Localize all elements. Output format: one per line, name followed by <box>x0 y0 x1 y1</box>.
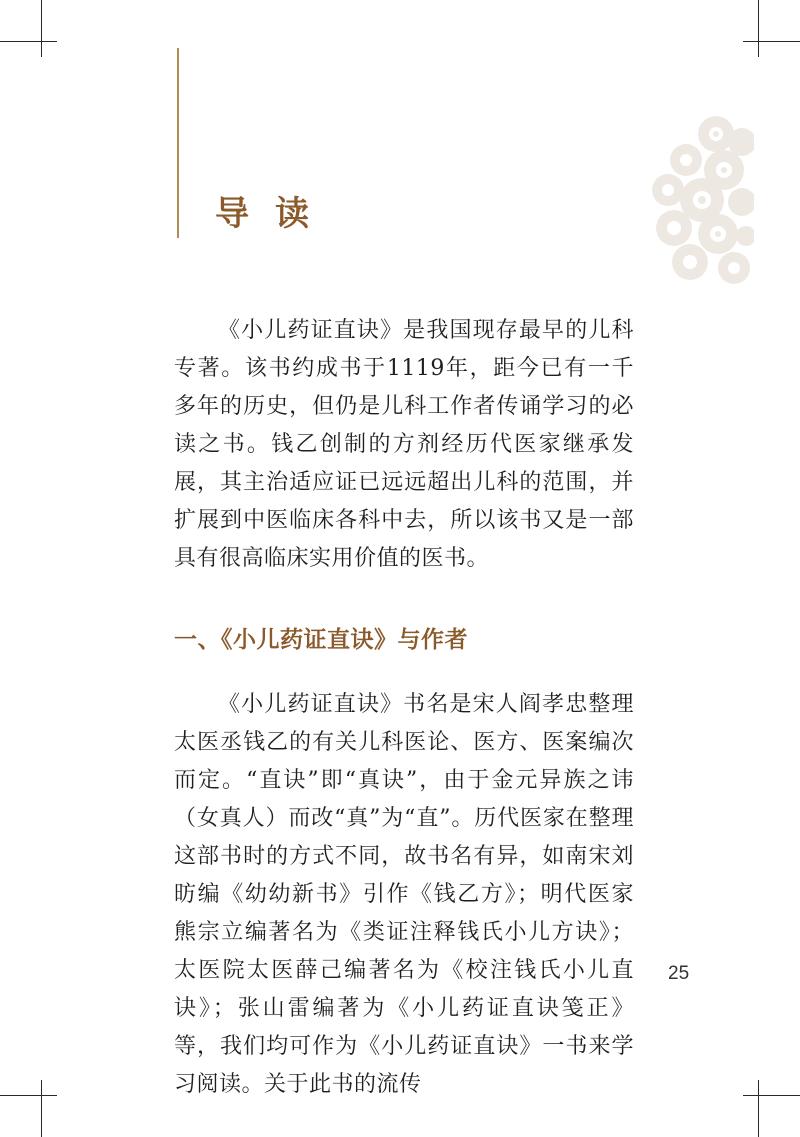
title-vertical-rule <box>177 48 179 238</box>
crop-mark-bottom-right-v <box>758 1080 759 1137</box>
crop-mark-top-right-h <box>743 41 800 42</box>
cloud-scroll-ornament-icon <box>646 112 754 288</box>
crop-mark-top-left-v <box>41 0 42 57</box>
section-paragraph: 《小儿药证直诀》书名是宋人阎孝忠整理太医丞钱乙的有关儿科医论、医方、医案编次而定。“直诀”即“真诀”，由于金元异族之讳（女真人）而改“真”为“直”。历代医家在整理这部书时的方式不同，故书名有异，如南宋刘昉编《幼幼新书》引作《钱乙方》；明代医家熊宗立编著名为《类证注释钱氏小儿方诀》；太医院太医薛己编著名为《校注钱氏小儿直诀》；张山雷编著为《小儿药证直诀笺正》等，我们均可作为《小儿药证直诀》一书来学习阅读。关于此书的流传 <box>174 692 634 1097</box>
crop-mark-bottom-left-h <box>0 1095 57 1096</box>
chapter-title: 导读 <box>215 194 335 234</box>
section-heading: 一、《小儿药证直诀》与作者 <box>174 626 468 653</box>
page-number: 25 <box>668 963 690 984</box>
intro-paragraph: 《小儿药证直诀》是我国现存最早的儿科专著。该书约成书于1119年，距今已有一千多年的历史，但仍是儿科工作者传诵学习的必读之书。钱乙创制的方剂经历代医家继承发展，其主治适应证已远远超出儿科的范围，并扩展到中医临床各科中去，所以该书又是一部具有很高临床实用价值的医书。 <box>174 318 634 571</box>
crop-mark-top-right-v <box>758 0 759 57</box>
page-body <box>174 312 634 1104</box>
crop-mark-bottom-right-h <box>743 1095 800 1096</box>
crop-mark-top-left-h <box>0 41 57 42</box>
crop-mark-bottom-left-v <box>41 1080 42 1137</box>
